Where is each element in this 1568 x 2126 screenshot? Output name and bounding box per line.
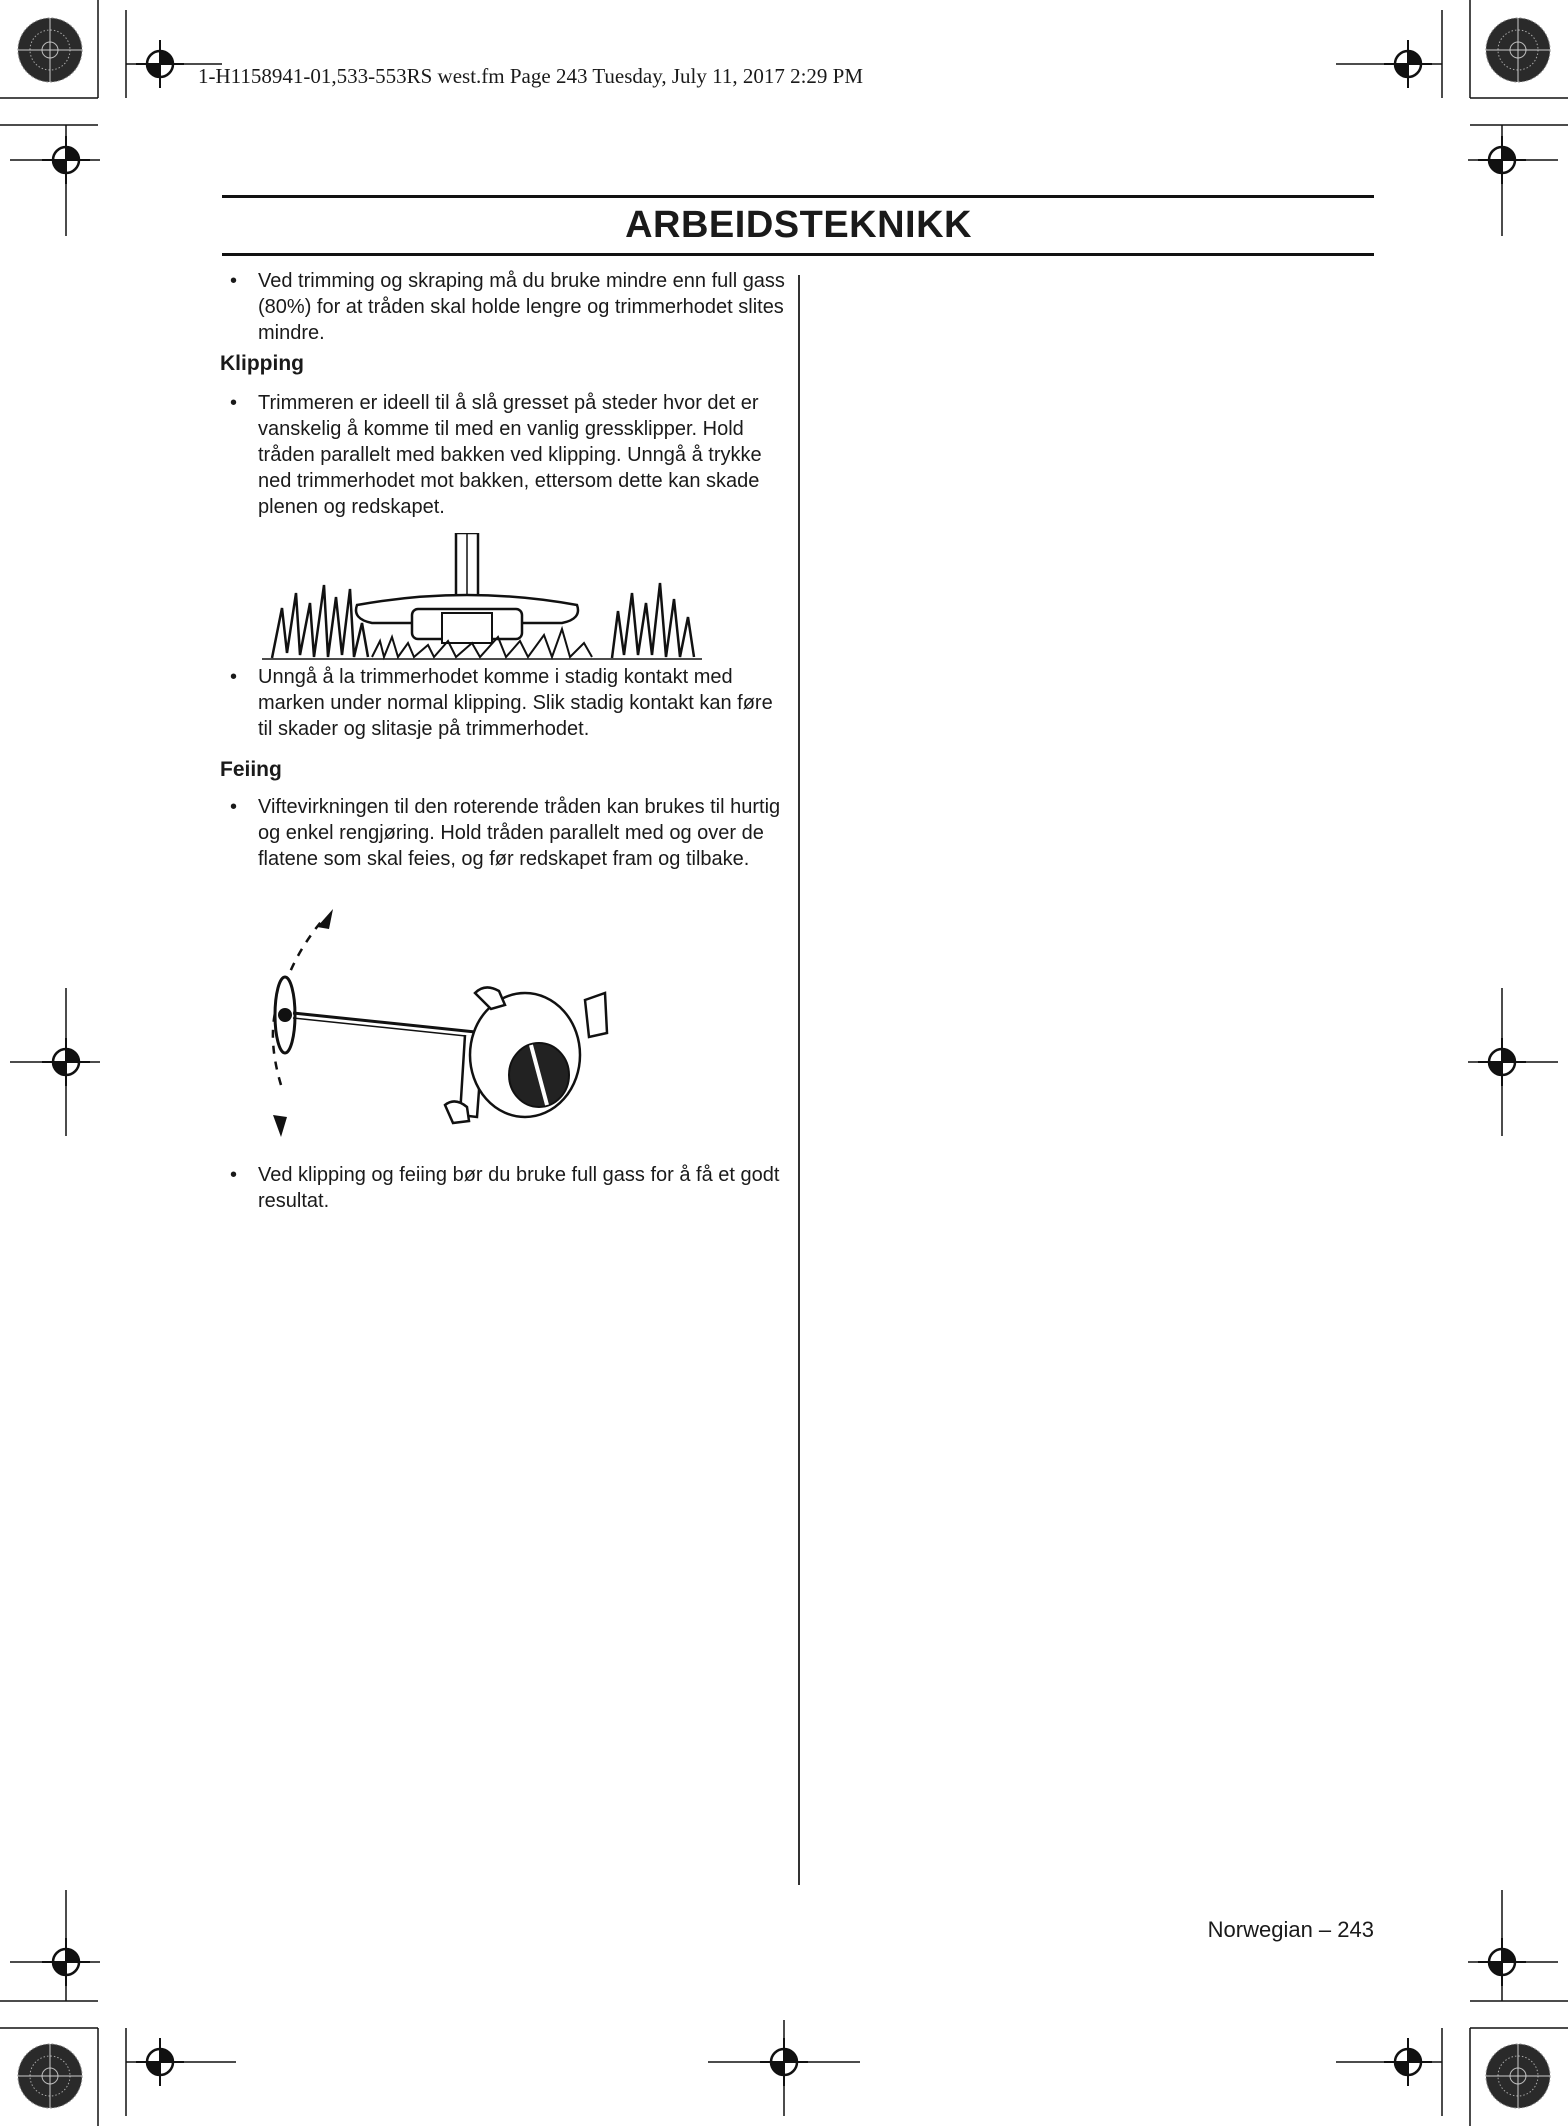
trimmer-head-over-grass-icon — [262, 533, 732, 663]
title-rule-top — [222, 195, 1374, 198]
color-target-icon — [18, 18, 82, 82]
heading-klipping: Klipping — [220, 352, 304, 375]
operator-sweeping-top-view-icon — [255, 905, 615, 1145]
print-header: 1-H1158941-01,533-553RS west.fm Page 243 Tuesday, July 11, 2017 2:29 PM — [198, 64, 864, 88]
bullet-klipping-1: • Trimmeren er ideell til å slå gresset på steder hvor det er vanskelig å komme til med en vanlig gressklipper. Hold tråden parallelt med bakken ved klipping. Unngå å trykke ned trimmerhodet mot bakken, ettersom dette kan skade plenen og redskapet. — [230, 392, 762, 518]
title-rule-bottom — [222, 253, 1374, 256]
bullet-klipping-2: • Unngå å la trimmerhodet komme i stadig kontakt med marken under normal klipping. Slik stadig kontakt kan føre til skader og slitasje på trimmerhodet. — [230, 666, 773, 740]
bullet-intro: • Ved trimming og skraping må du bruke mindre enn full gass (80%) for at tråden skal holde lengre og trimmerhodet slites mindre. — [230, 270, 785, 344]
color-target-icon — [1486, 18, 1550, 82]
page-footer: Norwegian – 243 — [1207, 1917, 1374, 1942]
bullet-feiing-1: • Viftevirkningen til den roterende tråden kan brukes til hurtig og enkel rengjøring. Hold tråden parallelt med og over de flatene som skal feies, og før redskapet fram og tilbake. — [230, 796, 781, 870]
bullet-feiing-2: • Ved klipping og feiing bør du bruke full gass for å få et godt resultat. — [230, 1164, 780, 1212]
color-target-icon — [1486, 2044, 1550, 2108]
color-target-icon — [18, 2044, 82, 2108]
heading-feiing: Feiing — [220, 758, 282, 781]
column-divider — [798, 275, 800, 1885]
section-title: ARBEIDSTEKNIKK — [625, 204, 972, 246]
